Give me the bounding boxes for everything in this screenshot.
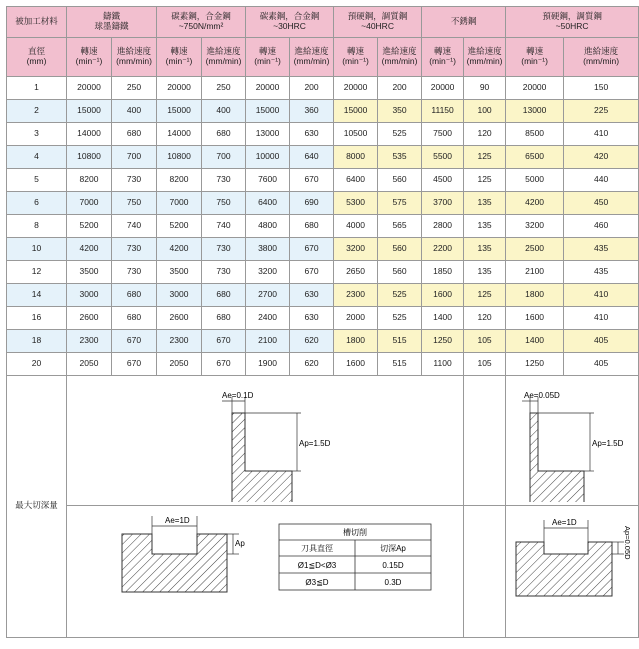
speed-cell: 4200 [506, 192, 564, 215]
feed-cell: 360 [290, 100, 334, 123]
feed-cell: 620 [290, 330, 334, 353]
feed-header-0: 進給速度 (mm/min) [112, 38, 157, 77]
feed-cell: 630 [290, 284, 334, 307]
speed-cell: 15000 [157, 100, 202, 123]
material-group-0: 鑄鐵 球墨鑄鐵 [67, 7, 157, 38]
feed-cell: 670 [202, 330, 246, 353]
depth-label: 最大切深量 [7, 376, 67, 638]
table-row [7, 353, 639, 376]
speed-cell: 10800 [157, 146, 202, 169]
speed-header-5: 轉速 (min⁻¹) [506, 38, 564, 77]
speed-cell: 15000 [67, 100, 112, 123]
speed-cell: 3500 [157, 261, 202, 284]
feed-cell: 200 [378, 77, 422, 100]
slot-cut-right-diagram [506, 506, 638, 634]
speed-cell: 11150 [422, 100, 464, 123]
material-group-1: 碳素鋼，合金鋼 ~750N/mm² [157, 7, 246, 38]
speed-cell: 10500 [334, 123, 378, 146]
feed-cell: 670 [112, 330, 157, 353]
speed-cell: 2650 [334, 261, 378, 284]
speed-cell: 3800 [246, 238, 290, 261]
feed-cell: 405 [564, 353, 639, 376]
feed-cell: 560 [378, 261, 422, 284]
right-ap-label: Ap=1.5D [592, 439, 624, 448]
speed-cell: 4200 [67, 238, 112, 261]
speed-header-0: 轉速 (min⁻¹) [67, 38, 112, 77]
feed-cell: 435 [564, 261, 639, 284]
feed-cell: 670 [290, 169, 334, 192]
feed-cell: 420 [564, 146, 639, 169]
speed-cell: 20000 [422, 77, 464, 100]
table-row [7, 169, 639, 192]
slot-right-ap-label: Ap=0.05D [623, 525, 633, 560]
speed-header-2: 轉速 (min⁻¹) [246, 38, 290, 77]
feed-cell: 135 [464, 238, 506, 261]
feed-cell: 750 [202, 192, 246, 215]
material-group-2: 碳素鋼，合金鋼 ~30HRC [246, 7, 334, 38]
feed-cell: 410 [564, 307, 639, 330]
slot-ap-label: Ap [235, 538, 245, 548]
speed-header-1: 轉速 (min⁻¹) [157, 38, 202, 77]
feed-cell: 750 [112, 192, 157, 215]
speed-cell: 14000 [67, 123, 112, 146]
feed-cell: 515 [378, 353, 422, 376]
feed-cell: 400 [202, 100, 246, 123]
speed-cell: 2300 [67, 330, 112, 353]
slot-right-ae-label: Ae=1D [552, 517, 577, 527]
speed-cell: 14000 [157, 123, 202, 146]
unit-header-row [7, 38, 639, 77]
speed-cell: 4200 [157, 238, 202, 261]
slot-table-ap-1: 0.3D [384, 577, 402, 587]
speed-cell: 2700 [246, 284, 290, 307]
speed-cell: 1100 [422, 353, 464, 376]
speed-cell: 3200 [334, 238, 378, 261]
diameter-cell: 2 [7, 100, 67, 123]
feed-cell: 670 [290, 238, 334, 261]
slot-table-range-1: Ø3≦D [305, 577, 329, 587]
feed-cell: 135 [464, 261, 506, 284]
table-row [7, 238, 639, 261]
diameter-cell: 1 [7, 77, 67, 100]
speed-cell: 20000 [67, 77, 112, 100]
depth-row-bottom [7, 505, 639, 637]
feed-cell: 535 [378, 146, 422, 169]
speed-header-4: 轉速 (min⁻¹) [422, 38, 464, 77]
feed-cell: 565 [378, 215, 422, 238]
feed-cell: 125 [464, 146, 506, 169]
table-row [7, 100, 639, 123]
diameter-cell: 10 [7, 238, 67, 261]
table-row [7, 330, 639, 353]
speed-header-3: 轉速 (min⁻¹) [334, 38, 378, 77]
feed-cell: 405 [564, 330, 639, 353]
speed-cell: 15000 [246, 100, 290, 123]
feed-cell: 435 [564, 238, 639, 261]
slot-cut-diagram [67, 506, 467, 634]
speed-cell: 2800 [422, 215, 464, 238]
diameter-cell: 20 [7, 353, 67, 376]
speed-cell: 6400 [246, 192, 290, 215]
feed-cell: 125 [464, 284, 506, 307]
feed-cell: 680 [290, 215, 334, 238]
material-group-5: 預硬鋼，調質鋼 ~50HRC [506, 7, 639, 38]
feed-cell: 690 [290, 192, 334, 215]
speed-cell: 1800 [334, 330, 378, 353]
speed-cell: 2300 [157, 330, 202, 353]
diameter-cell: 3 [7, 123, 67, 146]
speed-cell: 7500 [422, 123, 464, 146]
speed-cell: 2400 [246, 307, 290, 330]
slot-table-ap-0: 0.15D [382, 560, 404, 570]
speed-cell: 3200 [506, 215, 564, 238]
feed-cell: 225 [564, 100, 639, 123]
speed-cell: 10000 [246, 146, 290, 169]
slot-table-title: 槽切削 [343, 527, 367, 537]
speed-cell: 1800 [506, 284, 564, 307]
diameter-cell: 4 [7, 146, 67, 169]
speed-cell: 7600 [246, 169, 290, 192]
speed-cell: 5000 [506, 169, 564, 192]
feed-cell: 680 [112, 284, 157, 307]
speed-cell: 1400 [506, 330, 564, 353]
speed-cell: 2100 [506, 261, 564, 284]
table-row [7, 261, 639, 284]
speed-cell: 3500 [67, 261, 112, 284]
material-group-4: 不銹鋼 [422, 7, 506, 38]
speed-cell: 13000 [506, 100, 564, 123]
feed-cell: 135 [464, 192, 506, 215]
feed-cell: 740 [112, 215, 157, 238]
speed-cell: 5200 [67, 215, 112, 238]
feed-cell: 670 [112, 353, 157, 376]
feed-cell: 730 [112, 261, 157, 284]
depth-blank-cell [464, 376, 506, 506]
slot-ae-label: Ae=1D [165, 515, 190, 525]
feed-cell: 125 [464, 169, 506, 192]
feed-cell: 630 [290, 123, 334, 146]
speed-cell: 5300 [334, 192, 378, 215]
speed-cell: 4800 [246, 215, 290, 238]
right-ae-label: Ae=0.05D [524, 391, 560, 400]
feed-cell: 700 [202, 146, 246, 169]
speed-cell: 1600 [422, 284, 464, 307]
speed-cell: 5200 [157, 215, 202, 238]
feed-cell: 700 [112, 146, 157, 169]
diameter-cell: 8 [7, 215, 67, 238]
speed-cell: 15000 [334, 100, 378, 123]
speed-cell: 4500 [422, 169, 464, 192]
depth-row-top [7, 376, 639, 506]
speed-cell: 7000 [157, 192, 202, 215]
feed-header-4: 進給速度 (mm/min) [464, 38, 506, 77]
side-cut-right-cell [506, 376, 639, 506]
material-group-3: 預硬鋼，調質鋼 ~40HRC [334, 7, 422, 38]
feed-cell: 620 [290, 353, 334, 376]
feed-cell: 525 [378, 284, 422, 307]
feed-cell: 730 [112, 169, 157, 192]
side-cut-left-cell [67, 376, 464, 506]
depth-blank-cell-2 [464, 505, 506, 637]
speed-cell: 7000 [67, 192, 112, 215]
speed-cell: 5500 [422, 146, 464, 169]
feed-cell: 100 [464, 100, 506, 123]
feed-header-2: 進給速度 (mm/min) [290, 38, 334, 77]
speed-cell: 3000 [157, 284, 202, 307]
side-cut-left-diagram [67, 376, 467, 502]
speed-cell: 2050 [157, 353, 202, 376]
feed-cell: 250 [112, 77, 157, 100]
speed-cell: 8200 [67, 169, 112, 192]
slot-cut-cell [67, 505, 464, 637]
table-row [7, 284, 639, 307]
speed-cell: 6400 [334, 169, 378, 192]
diameter-cell: 18 [7, 330, 67, 353]
feed-cell: 680 [112, 123, 157, 146]
speed-cell: 3000 [67, 284, 112, 307]
speed-cell: 6500 [506, 146, 564, 169]
speed-cell: 20000 [246, 77, 290, 100]
feed-cell: 440 [564, 169, 639, 192]
feed-cell: 630 [290, 307, 334, 330]
feed-cell: 525 [378, 123, 422, 146]
speed-cell: 20000 [506, 77, 564, 100]
slot-table-col1: 刀具直徑 [301, 543, 333, 553]
feed-header-3: 進給速度 (mm/min) [378, 38, 422, 77]
left-ap-label: Ap=1.5D [299, 439, 331, 448]
feed-cell: 450 [564, 192, 639, 215]
feed-cell: 680 [202, 123, 246, 146]
feed-cell: 575 [378, 192, 422, 215]
feed-cell: 740 [202, 215, 246, 238]
diameter-header: 直徑 (mm) [7, 38, 67, 77]
speed-cell: 2600 [157, 307, 202, 330]
feed-cell: 730 [202, 169, 246, 192]
speed-cell: 3200 [246, 261, 290, 284]
speed-cell: 20000 [157, 77, 202, 100]
speed-cell: 1900 [246, 353, 290, 376]
slot-table-range-0: Ø1≦D<Ø3 [297, 560, 337, 570]
diameter-cell: 16 [7, 307, 67, 330]
slot-cut-right-cell [506, 505, 639, 637]
feed-cell: 250 [202, 77, 246, 100]
diameter-cell: 5 [7, 169, 67, 192]
speed-cell: 2300 [334, 284, 378, 307]
table-row [7, 146, 639, 169]
speed-cell: 2500 [506, 238, 564, 261]
feed-cell: 400 [112, 100, 157, 123]
feed-cell: 525 [378, 307, 422, 330]
speed-cell: 2000 [334, 307, 378, 330]
feed-cell: 680 [202, 284, 246, 307]
feed-cell: 560 [378, 238, 422, 261]
table-row [7, 215, 639, 238]
feed-cell: 350 [378, 100, 422, 123]
feed-cell: 730 [202, 238, 246, 261]
diameter-cell: 14 [7, 284, 67, 307]
speed-cell: 20000 [334, 77, 378, 100]
feed-cell: 670 [202, 353, 246, 376]
feed-cell: 730 [112, 238, 157, 261]
feed-cell: 120 [464, 307, 506, 330]
speed-cell: 1250 [506, 353, 564, 376]
feed-cell: 410 [564, 284, 639, 307]
diameter-cell: 12 [7, 261, 67, 284]
side-cut-right-diagram [506, 376, 638, 502]
speed-cell: 10800 [67, 146, 112, 169]
speed-cell: 8200 [157, 169, 202, 192]
feed-cell: 200 [290, 77, 334, 100]
slot-table-col2: 切深Ap [380, 543, 406, 553]
feed-cell: 670 [290, 261, 334, 284]
speed-cell: 8500 [506, 123, 564, 146]
speed-cell: 1250 [422, 330, 464, 353]
speed-cell: 4000 [334, 215, 378, 238]
speed-cell: 8000 [334, 146, 378, 169]
table-row [7, 307, 639, 330]
speed-cell: 2100 [246, 330, 290, 353]
speed-cell: 2200 [422, 238, 464, 261]
speed-cell: 1600 [506, 307, 564, 330]
cutting-conditions-table [6, 6, 639, 638]
speed-cell: 1400 [422, 307, 464, 330]
feed-cell: 515 [378, 330, 422, 353]
left-ae-label: Ae=0.1D [222, 391, 254, 400]
feed-cell: 730 [202, 261, 246, 284]
feed-cell: 560 [378, 169, 422, 192]
feed-cell: 680 [202, 307, 246, 330]
feed-cell: 105 [464, 353, 506, 376]
table-row [7, 77, 639, 100]
speed-cell: 1600 [334, 353, 378, 376]
feed-cell: 105 [464, 330, 506, 353]
feed-cell: 460 [564, 215, 639, 238]
table-row [7, 192, 639, 215]
feed-header-1: 進給速度 (mm/min) [202, 38, 246, 77]
material-label: 被加工材料 [7, 7, 67, 38]
table-row [7, 123, 639, 146]
speed-cell: 1850 [422, 261, 464, 284]
table-body [7, 77, 639, 376]
feed-cell: 640 [290, 146, 334, 169]
feed-header-5: 進給速度 (mm/min) [564, 38, 639, 77]
feed-cell: 90 [464, 77, 506, 100]
speed-cell: 2600 [67, 307, 112, 330]
feed-cell: 135 [464, 215, 506, 238]
feed-cell: 120 [464, 123, 506, 146]
feed-cell: 680 [112, 307, 157, 330]
feed-cell: 150 [564, 77, 639, 100]
speed-cell: 13000 [246, 123, 290, 146]
material-header-row [7, 7, 639, 38]
speed-cell: 3700 [422, 192, 464, 215]
feed-cell: 410 [564, 123, 639, 146]
slot-table [279, 524, 431, 590]
diameter-cell: 6 [7, 192, 67, 215]
speed-cell: 2050 [67, 353, 112, 376]
